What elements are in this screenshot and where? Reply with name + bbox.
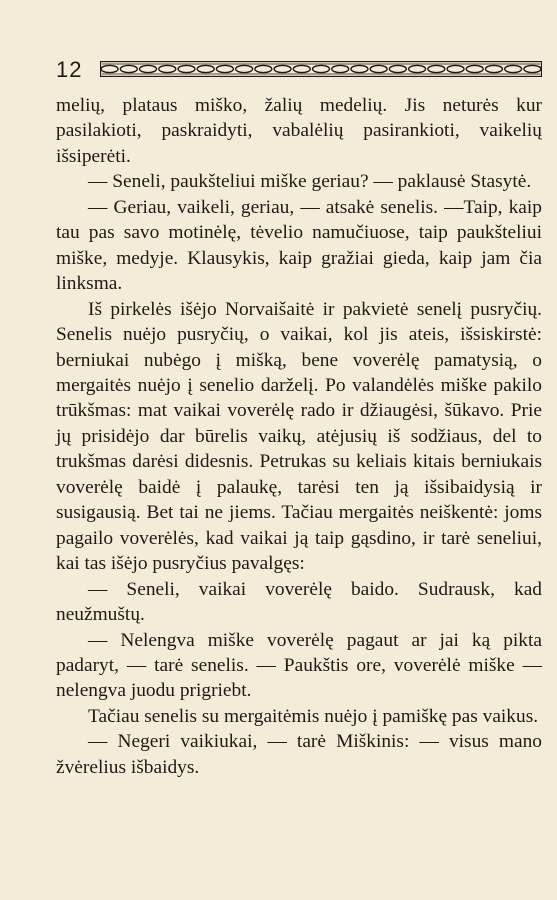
- paragraph: Tačiau senelis su mergaitėmis nuėjo į pamiškę pas vaikus.: [88, 705, 539, 727]
- decorative-border: [100, 61, 542, 77]
- paragraph: — Seneli, vaikai voverėlę baido. Sudrausk, kad neužmuštų.: [56, 578, 542, 626]
- paragraph: Iš pirkelės išėjo Norvaišaitė ir pakvietė senelį pusryčių. Senelis nuėjo pusryčių, o vaikai, kol jis ateis, išsiskirstė: berniukai nubėgo į mišką, bene voverėlę pamatysią, o mergaitės nuėjo į senelio darželį. Po valandėlės miške pakilo trūkšmas: mat vaikai voverėlę rado ir džiaugėsi, šūkavo. Prie jų prisidėjo dar būrelis vaikų, atėjusių iš sodžiaus, del to trukšmas darėsi didesnis. Petrukas su keliais kitais berniukais voverėlę baidė į palaukę, tarėsi ten ją išsibaidysią ir susigausią. Bet tai ne jiems. Tačiau mergaitės neiškentė: joms pagailo voverėlės, kad vaikai ją taip gąsdino, ir tarė seneliui, kai tas išėjo pusryčius pavalgęs:: [56, 298, 542, 575]
- paragraph: melių, plataus miško, žalių medelių. Jis neturės kur pasilakioti, paskraidyti, vabalėlių pasirankioti, vaikelių išsiperėti.: [56, 95, 542, 167]
- body-text: [56, 93, 542, 780]
- page-header: [56, 55, 542, 81]
- paragraph: — Nelengva miške voverėlę pagaut ar jai ką pikta padaryt, — tarė senelis. — Paukštis ore, voverėlė miške — nelengva juodu prigriebt.: [56, 629, 542, 702]
- paragraph: — Geriau, vaikeli, geriau, — atsakė senelis. —Taip, kaip tau pas savo motinėlę, tėvelio namučiuose, taip paukšteliui miške, medyje. Klausykis, kaip gražiai gieda, kaip jam čia linksma.: [56, 196, 542, 295]
- paragraph: — Seneli, paukšteliui miške geriau? — paklausė Stasytė.: [88, 171, 532, 193]
- paragraph: — Negeri vaikiukai, — tarė Miškinis: — visus mano žvėrelius išbaidys.: [56, 731, 542, 778]
- page-number: 12: [56, 57, 83, 82]
